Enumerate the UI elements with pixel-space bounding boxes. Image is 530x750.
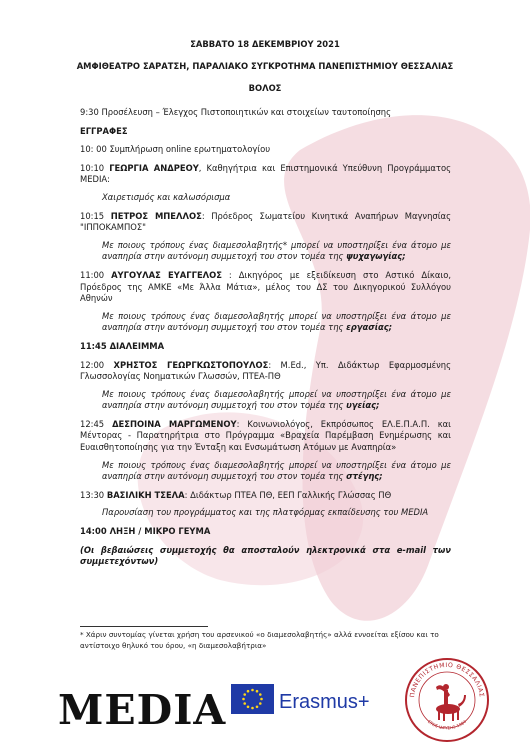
detail-text: Με ποιους τρόπους ένας διαμεσολαβητής μπορεί να υποστηρίξει ένα άτομο με αναπηρία στην αυτόνομη συμμετοχή του στον τομέα της: [102, 388, 451, 411]
session-detail: [80, 240, 451, 263]
speaker-role: : Πρόεδρος Σωματείου Κινητικά Αναπήρων Μαγνησίας "ΙΠΠΟΚΑΜΠΟΣ": [80, 210, 451, 233]
session-tsela: [80, 490, 451, 502]
speaker-name: ΒΑΣΙΛΙΚΗ ΤΣΕΛΑ: [106, 489, 185, 500]
footnote: * Χάριν συντομίας γίνεται χρήση του αρσενικού «ο διαμεσολαβητής» αλλά εννοείται εξίσου και το αντίστοιχο θηλυκό του όρου, «η διαμεσολαβήτρια»: [80, 630, 439, 650]
speaker-name: ΔΕΣΠΟΙΝΑ ΜΑΡΓΩΜΕΝΟΥ: [112, 418, 237, 429]
end-item: 14:00 ΛΗΞΗ / ΜΙΚΡΟ ΓΕΥΜΑ: [80, 526, 211, 537]
session-time: 11:00: [80, 269, 112, 280]
session-time: 13:30: [80, 489, 107, 500]
event-city: ΒΟΛΟΣ: [248, 83, 282, 93]
eu-star-icon: [243, 702, 246, 705]
session-detail: [80, 460, 451, 483]
session-georgkostopoulos: [80, 360, 451, 383]
media-logo: MEDIA: [58, 686, 227, 734]
event-header: [0, 33, 530, 99]
session-avgoulas: [80, 270, 451, 305]
eu-star-icon: [260, 698, 263, 701]
seal-name: ΠΑΝΕΠΙΣΤΗΜΙΟ ΘΕΣΣΑΛΙΑΣ: [409, 661, 485, 698]
eu-star-icon: [251, 707, 254, 710]
session-time: 10:10: [80, 162, 110, 173]
eu-star-icon: [242, 698, 245, 701]
session-detail: [80, 389, 451, 412]
session-time: 12:45: [80, 418, 113, 429]
session-detail: [80, 311, 451, 334]
questionnaire-item: 10: 00 Συμπλήρωση online ερωτηματολογίου: [80, 144, 271, 155]
speaker-role: : Δικηγόρος με εξειδίκευση στο Αστικό Δίκαιο, Πρόεδρος της ΑΜΚΕ «Με Άλλα Μάτια», μέλος του ΔΣ του Δικηγορικού Συλλόγου Αθηνών: [80, 269, 451, 304]
erasmus-plus-logo: Erasmus+: [279, 691, 370, 713]
seal-year: ΕΤΟΣ ΙΔΡΥΣΗΣ 1984: [426, 718, 468, 731]
event-date: ΣΑΒΒΑΤΟ 18 ΔΕΚΕΜΒΡΙΟΥ 2021: [190, 39, 340, 49]
speaker-name: ΧΡΗΣΤΟΣ ΓΕΩΡΓΚΩΣΤΟΠΟΥΛΟΣ: [113, 359, 269, 370]
speaker-role: : Κοινωνιολόγος, Εκπρόσωπος ΕΛ.Ε.Π.Α.Π. και Μέντορας - Παρατηρήτρια στο Πρόγραμμα «Βραχεία Παρέμβαση Ενημέρωσης και Ευαισθητοποίησης για την Ένταξη και Ενσωμάτωση Ατόμων με Αναπηρία»: [80, 418, 452, 453]
detail-text: Με ποιους τρόπους ένας διαμεσολαβητής μπορεί να υποστηρίξει ένα άτομο με αναπηρία στην αυτόνομη συμμετοχή του στον τομέα της: [102, 310, 451, 333]
eu-flag-icon: [231, 684, 274, 714]
eu-star-icon: [251, 689, 254, 692]
detail-text: Με ποιους τρόπους ένας διαμεσολαβητής μπορεί να υποστηρίξει ένα άτομο με αναπηρία στην αυτόνομη συμμετοχή του στον τομέα της: [102, 459, 451, 482]
detail-topic: στέγης;: [346, 471, 383, 482]
session-time: 10:15: [80, 210, 111, 221]
speaker-name: ΓΕΩΡΓΙΑ ΑΝΔΡΕΟΥ: [109, 162, 199, 173]
speaker-role: : Διδάκτωρ ΠΤΕΑ ΠΘ, ΕΕΠ Γαλλικής Γλώσσας ΠΘ: [184, 489, 392, 500]
session-detail: Παρουσίαση του προγράμματος και της πλατφόρμας εκπαίδευσης του MEDIA: [102, 507, 429, 518]
speaker-role: , Καθηγήτρια και Επιστημονικά Υπεύθυνη Προγράμματος MEDIA:: [80, 162, 451, 185]
speaker-role: : M.Ed., Υπ. Διδάκτωρ Εφαρμοσμένης Γλωσσολογίας Νοηματικών Γλωσσών, ΠΤΕΑ-ΠΘ: [80, 359, 451, 382]
eu-star-icon: [243, 693, 246, 696]
eu-star-icon: [247, 690, 250, 693]
session-bellos: [80, 211, 451, 234]
session-margomenou: [80, 419, 451, 454]
eu-star-icon: [247, 705, 250, 708]
program: [80, 107, 451, 575]
detail-topic: εργασίας;: [346, 322, 393, 333]
eu-star-icon: [256, 690, 259, 693]
session-detail: Χαιρετισμός και καλωσόρισμα: [102, 191, 231, 202]
university-seal-icon: [404, 657, 490, 743]
session-time: 12:00: [80, 359, 114, 370]
detail-topic: ψυχαγωγίας;: [346, 251, 406, 262]
event-venue: ΑΜΦΙΘΕΑΤΡΟ ΣΑΡΑΤΣΗ, ΠΑΡΑΛΙΑΚΟ ΣΥΓΚΡΟΤΗΜΑ ΠΑΝΕΠΙΣΤΗΜΙΟΥ ΘΕΣΣΑΛΙΑΣ: [76, 61, 454, 71]
eu-star-icon: [256, 705, 259, 708]
eu-star-icon: [259, 693, 262, 696]
footnote-divider: [80, 626, 208, 627]
session-andreou: [80, 163, 451, 186]
detail-text: Με ποιους τρόπους ένας διαμεσολαβητής* μπορεί να υποστηρίξει ένα άτομο με αναπηρία στην αυτόνομη συμμετοχή του στον τομέα της: [102, 239, 451, 262]
eu-star-icon: [259, 702, 262, 705]
detail-topic: υγείας;: [346, 400, 380, 411]
certificates-note: (Οι βεβαιώσεις συμμετοχής θα αποσταλούν ηλεκτρονικά στα e-mail των συμμετεχόντων): [80, 544, 451, 567]
registration-heading: ΕΓΓΡΑΦΕΣ: [80, 125, 128, 136]
speaker-name: ΑΥΓΟΥΛΑΣ ΕΥΑΓΓΕΛΟΣ: [111, 269, 222, 280]
break-item: 11:45 ΔΙΑΛΕΙΜΜΑ: [80, 340, 165, 351]
arrival-item: 9:30 Προσέλευση – Έλεγχος Πιστοποιητικών και στοιχείων ταυτοποίησης: [80, 107, 392, 117]
svg-text:ΕΤΟΣ ΙΔΡΥΣΗΣ 1984: [427, 719, 467, 731]
speaker-name: ΠΕΤΡΟΣ ΜΠΕΛΛΟΣ: [110, 210, 202, 221]
